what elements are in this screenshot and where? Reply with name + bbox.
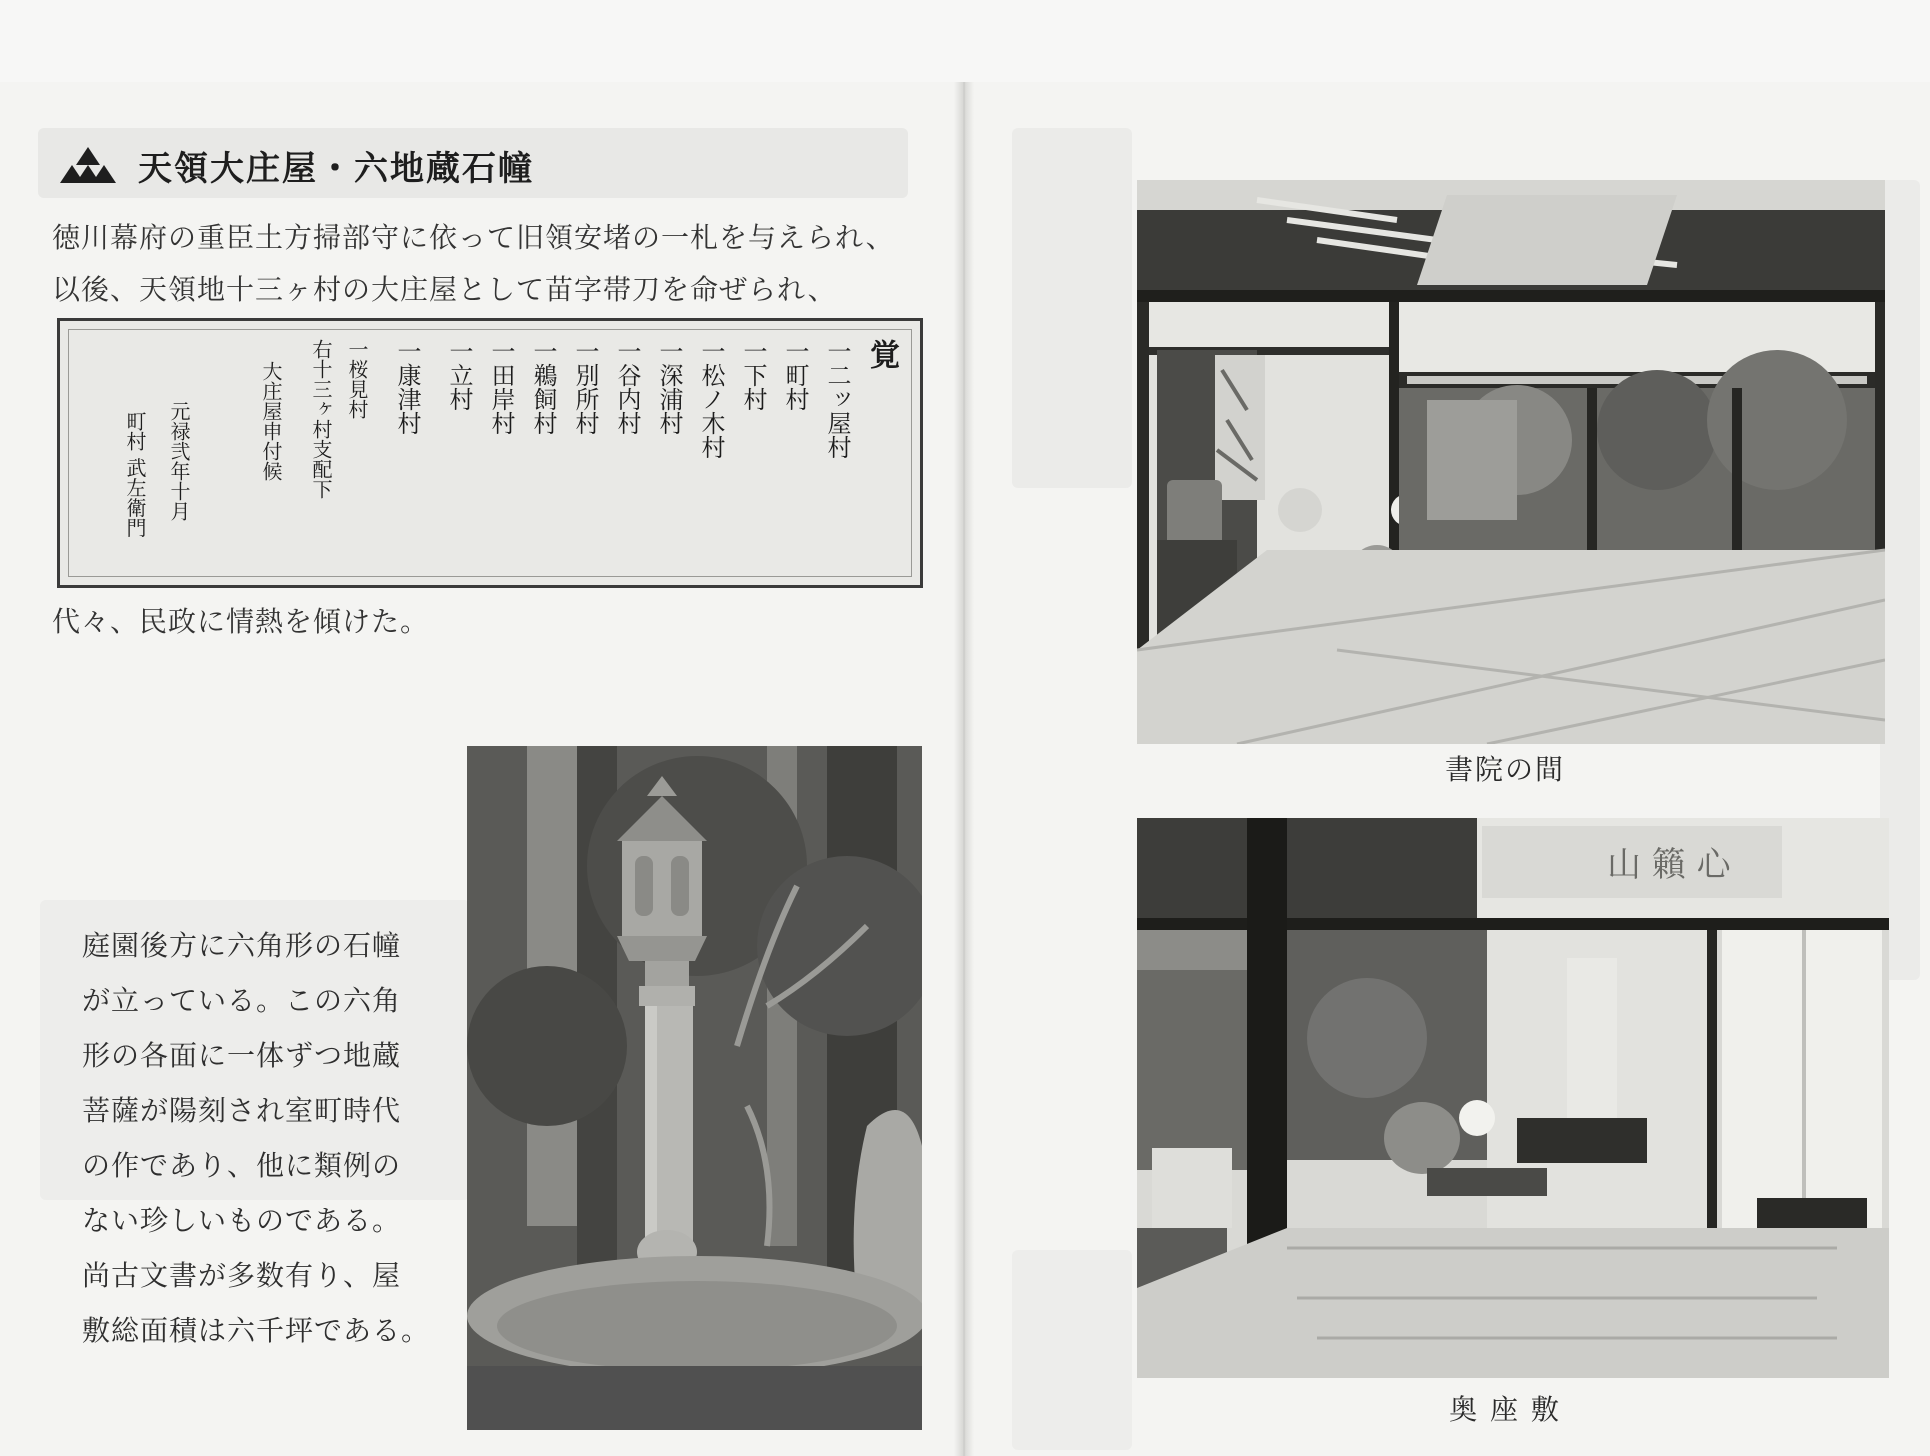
stone-pillar-photo: [467, 746, 922, 1430]
show-through: [1012, 128, 1132, 488]
document-column: 町村 武左衛門: [123, 411, 147, 538]
document-column: 一立村: [445, 339, 473, 411]
body-line: が立っている。この六角: [82, 984, 402, 1017]
document-column: 一田岸村: [487, 339, 515, 435]
body-line: 形の各面に一体ずつ地蔵: [82, 1039, 402, 1072]
heading-title: 天領大庄屋・六地蔵石幢: [138, 148, 534, 189]
body-line: の作であり、他に類例の: [82, 1149, 402, 1182]
document-signature: 元禄弐年十月: [167, 401, 191, 521]
document-column: 一桜見村: [345, 339, 369, 419]
body-line: ない珍しいものである。: [82, 1204, 402, 1237]
document-column: 一二ッ屋村: [823, 339, 851, 459]
body-line: 尚古文書が多数有り、屋: [82, 1259, 402, 1292]
shoin-room-photo: [1137, 180, 1885, 744]
scan-margin: [0, 0, 1930, 82]
show-through: [1012, 1250, 1132, 1450]
document-column: 一鵜飼村: [529, 339, 557, 435]
section-heading: [54, 140, 534, 190]
historical-document-image: [57, 318, 923, 588]
svg-text:山 籟 心: 山 籟 心: [1607, 845, 1731, 885]
inner-room-caption: 奥 座 敷: [1449, 1393, 1561, 1426]
body-line: 敷総面積は六千坪である。: [82, 1314, 431, 1347]
document-column: 一下村: [739, 339, 767, 411]
document-column: 一松ノ木村: [697, 339, 725, 459]
body-line: 菩薩が陽刻され室町時代: [82, 1094, 402, 1127]
shoin-room-caption: 書院の間: [1444, 753, 1565, 786]
document-column: 一深浦村: [655, 339, 683, 435]
intro-line: 以後、天領地十三ヶ村の大庄屋として苗字帯刀を命ぜられ、: [52, 273, 837, 306]
inner-room-photo: [1137, 818, 1889, 1378]
document-column: 一町村: [781, 339, 809, 411]
document-column: 右十三ヶ村支配下: [309, 339, 333, 499]
body-line: 庭園後方に六角形の石幢: [82, 929, 402, 962]
document-followup-text: 代々、民政に情熱を傾けた。: [52, 605, 430, 638]
document-column: 一谷内村: [613, 339, 641, 435]
document-title: 覚: [864, 339, 899, 369]
document-column: 一別所村: [571, 339, 599, 435]
stone-pillar-description: [82, 918, 462, 1358]
mountain-logo-icon: [54, 143, 122, 187]
intro-line: 徳川幕府の重臣土方掃部守に依って旧領安堵の一札を与えられ、: [52, 221, 895, 254]
document-date: 大庄屋申付候: [259, 361, 283, 481]
book-gutter: [954, 82, 974, 1456]
intro-text: [52, 212, 952, 316]
document-column: 一康津村: [393, 339, 421, 435]
